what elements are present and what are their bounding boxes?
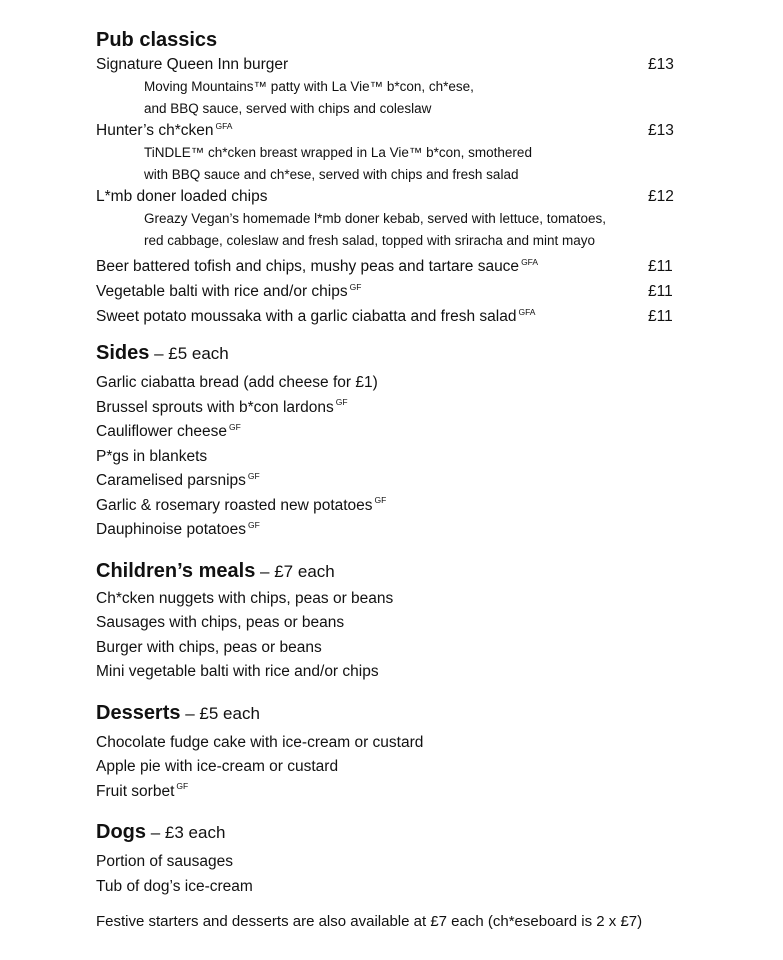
section-title: Pub classics [96, 29, 218, 51]
item-name: Signature Queen Inn burger [96, 56, 289, 73]
item-price: £12 [648, 188, 674, 205]
dietary-tag: GF [247, 470, 260, 481]
section-dogs [96, 818, 676, 899]
list-item: Brussel sprouts with b*con lardons $^{GF}$ [96, 397, 348, 416]
list-item: Apple pie with ice-cream or custard [96, 758, 339, 775]
menu-item [96, 304, 676, 329]
list-item: Cauliflower cheese $^{GF}$ [96, 421, 241, 440]
section-title: Dogs – £3 each [96, 821, 226, 843]
footer-note: Festive starters and desserts are also available at £7 each (ch*eseboard is 2 x £7) [96, 913, 643, 930]
dietary-tag: GF [247, 519, 260, 530]
list-item: Sausages with chips, peas or beans [96, 614, 345, 631]
list-item: Dauphinoise potatoes $^{GF}$ [96, 519, 260, 538]
list-item: Caramelised parsnips $^{GF}$ [96, 470, 260, 489]
dietary-tag: GF [335, 397, 348, 408]
item-description: and BBQ sauce, served with chips and coleslaw [144, 101, 432, 116]
item-description: with BBQ sauce and ch*ese, served with chips and fresh salad [144, 167, 519, 182]
section-title: Sides – £5 each [96, 342, 229, 364]
item-name: L*mb doner loaded chips [96, 188, 268, 205]
menu-item [96, 279, 676, 304]
section-title: Children’s meals – £7 each [96, 559, 335, 582]
section-price-note: – £5 each [149, 344, 229, 363]
dietary-tag: GF [176, 781, 189, 792]
item-price: £11 [648, 308, 673, 325]
item-price: £13 [648, 56, 674, 73]
section-pub-classics [96, 26, 676, 329]
list-item: Mini vegetable balti with rice and/or chips [96, 663, 379, 680]
item-description: Moving Mountains™ patty with La Vie™ b*con, ch*ese, [144, 79, 474, 94]
dietary-tag: GFA [215, 120, 233, 131]
item-price: £11 [648, 283, 673, 300]
item-price: £13 [648, 122, 674, 139]
menu-item [96, 120, 676, 186]
section-price-note: – £3 each [146, 823, 226, 842]
list-item: Portion of sausages [96, 853, 234, 870]
item-name: Sweet potato moussaka with a garlic ciabatta and fresh salad $^{GFA}$ [96, 306, 536, 325]
list-item: P*gs in blankets [96, 447, 208, 465]
section-price-note: – £5 each [180, 703, 260, 723]
section-title: Desserts – £5 each [96, 701, 260, 724]
item-name: Hunter’s ch*cken $^{GFA}$ [96, 120, 233, 139]
item-description: Greazy Vegan’s homemade l*mb doner kebab, served with lettuce, tomatoes, [144, 211, 607, 226]
item-price: £11 [648, 258, 673, 275]
list-item: Garlic ciabatta bread (add cheese for £1) [96, 374, 378, 391]
section-price-note: – £7 each [255, 561, 335, 581]
menu-item [96, 254, 676, 279]
item-description: TiNDLE™ ch*cken breast wrapped in La Vie™ b*con, smothered [144, 145, 532, 160]
section-childrens-meals [96, 557, 676, 685]
list-item: Burger with chips, peas or beans [96, 638, 322, 656]
item-name: Beer battered tofish and chips, mushy peas and tartare sauce $^{GFA}$ [96, 256, 539, 275]
menu-item [96, 54, 676, 120]
list-item: Garlic & rosemary roasted new potatoes $^{GF}$ [96, 495, 387, 514]
dietary-tag: GF [374, 495, 387, 506]
item-name: Vegetable balti with rice and/or chips $^{GF}$ [96, 281, 362, 300]
item-description: red cabbage, coleslaw and fresh salad, topped with sriracha and mint mayo [144, 233, 596, 248]
list-item: Fruit sorbet $^{GF}$ [96, 781, 189, 800]
list-item: Chocolate fudge cake with ice-cream or custard [96, 733, 424, 751]
section-desserts [96, 699, 676, 805]
list-item: Tub of dog’s ice-cream [96, 877, 253, 895]
list-item: Ch*cken nuggets with chips, peas or beans [96, 589, 394, 607]
dietary-tag: GF [349, 281, 362, 292]
dietary-tag: GFA [518, 306, 536, 317]
dietary-tag: GF [228, 421, 241, 432]
dietary-tag: GFA [521, 256, 539, 267]
section-sides [96, 339, 676, 543]
menu-item [96, 186, 676, 252]
menu-page [96, 26, 676, 933]
